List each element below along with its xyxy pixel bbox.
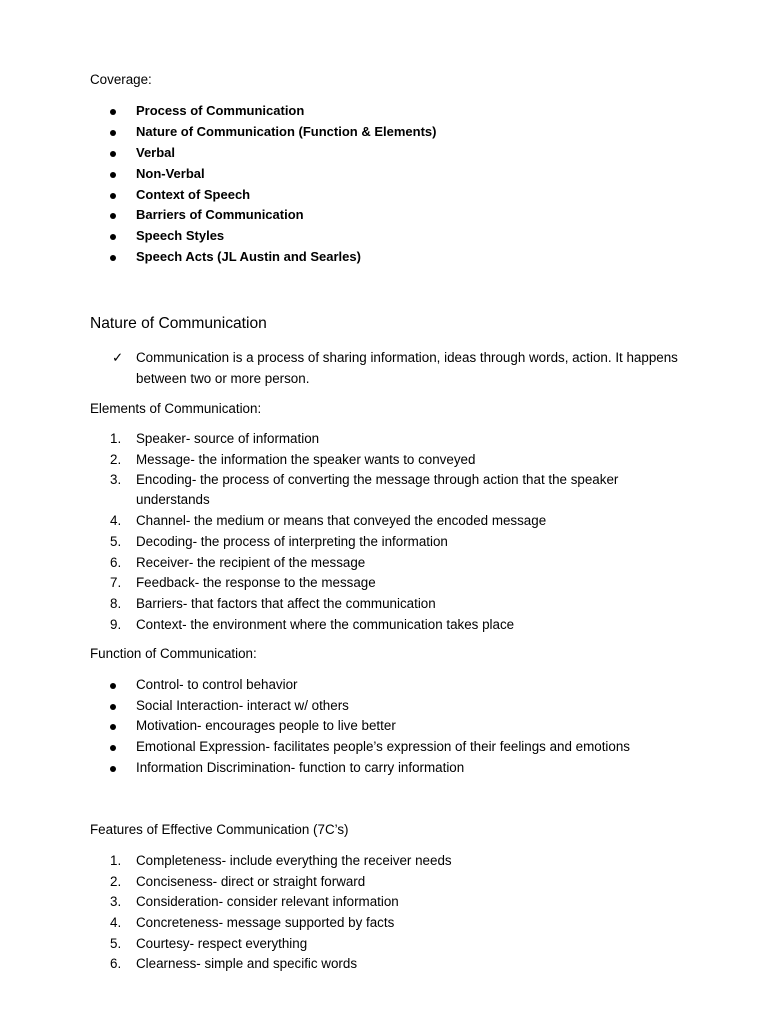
bullet-icon (110, 193, 116, 199)
list-item: Speech Styles (90, 226, 436, 247)
bullet-icon (110, 213, 116, 219)
list-item: 4. Channel- the medium or means that conveyed the encoded message (110, 513, 547, 529)
list-item: 3. Consideration- consider relevant information (110, 894, 399, 910)
definition-item (90, 347, 696, 389)
list-item: 6. Receiver- the recipient of the message (110, 554, 366, 570)
list-item: Control- to control behavior (90, 675, 630, 696)
bullet-icon (110, 724, 116, 730)
bullet-icon (110, 130, 116, 136)
elements-list (90, 429, 636, 636)
list-item: Information Discrimination- function to carry information (90, 758, 630, 779)
coverage-label: Coverage: (90, 72, 152, 87)
list-item: 2. Conciseness- direct or straight forward (110, 873, 366, 889)
list-item: Process of Communication (90, 101, 436, 122)
list-item: Social Interaction- interact w/ others (90, 696, 630, 717)
list-item: Motivation- encourages people to live better (90, 716, 630, 737)
definition-text: Communication is a process of sharing information, ideas through words, action. It happens between two or more person. (136, 350, 678, 386)
bullet-icon (110, 766, 116, 772)
list-item: Context of Speech (90, 185, 436, 206)
list-item: 8. Barriers- that factors that affect the communication (110, 596, 436, 612)
function-list (90, 675, 630, 778)
list-item: 1. Completeness- include everything the receiver needs (110, 853, 452, 868)
list-item: 4. Concreteness- message supported by facts (110, 915, 395, 931)
bullet-icon (110, 704, 116, 710)
list-item: 1. Speaker- source of information (110, 431, 320, 446)
bullet-icon (110, 745, 116, 751)
bullet-icon (110, 151, 116, 157)
list-item: 6. Clearness- simple and specific words (110, 956, 358, 972)
bullet-icon (110, 255, 116, 261)
list-item: Speech Acts (JL Austin and Searles) (90, 247, 436, 268)
checkmark-icon: ✓ (112, 350, 124, 365)
section-heading-nature: Nature of Communication (90, 315, 267, 332)
list-item: 7. Feedback- the response to the message (110, 575, 376, 591)
list-item: Nature of Communication (Function & Elements) (90, 122, 436, 143)
features-list (90, 851, 452, 975)
bullet-icon (110, 234, 116, 240)
bullet-icon (110, 683, 116, 689)
list-item: 9. Context- the environment where the communication takes place (110, 616, 515, 632)
list-item: 3. Encoding- the process of converting the message through action that the speaker understands (110, 472, 619, 508)
list-item: 5. Courtesy- respect everything (110, 935, 308, 951)
list-item: Non-Verbal (90, 164, 436, 185)
list-item: 5. Decoding- the process of interpreting the information (110, 534, 448, 550)
coverage-list (90, 101, 436, 268)
elements-label: Elements of Communication: (90, 401, 262, 416)
features-label: Features of Effective Communication (7C’s) (90, 822, 349, 837)
bullet-icon (110, 172, 116, 178)
list-item: Emotional Expression- facilitates people’s expression of their feelings and emotions (90, 737, 630, 758)
list-item: 2. Message- the information the speaker wants to conveyed (110, 451, 476, 467)
list-item: Barriers of Communication (90, 205, 436, 226)
function-label: Function of Communication: (90, 646, 257, 661)
bullet-icon (110, 109, 116, 115)
list-item: Verbal (90, 143, 436, 164)
